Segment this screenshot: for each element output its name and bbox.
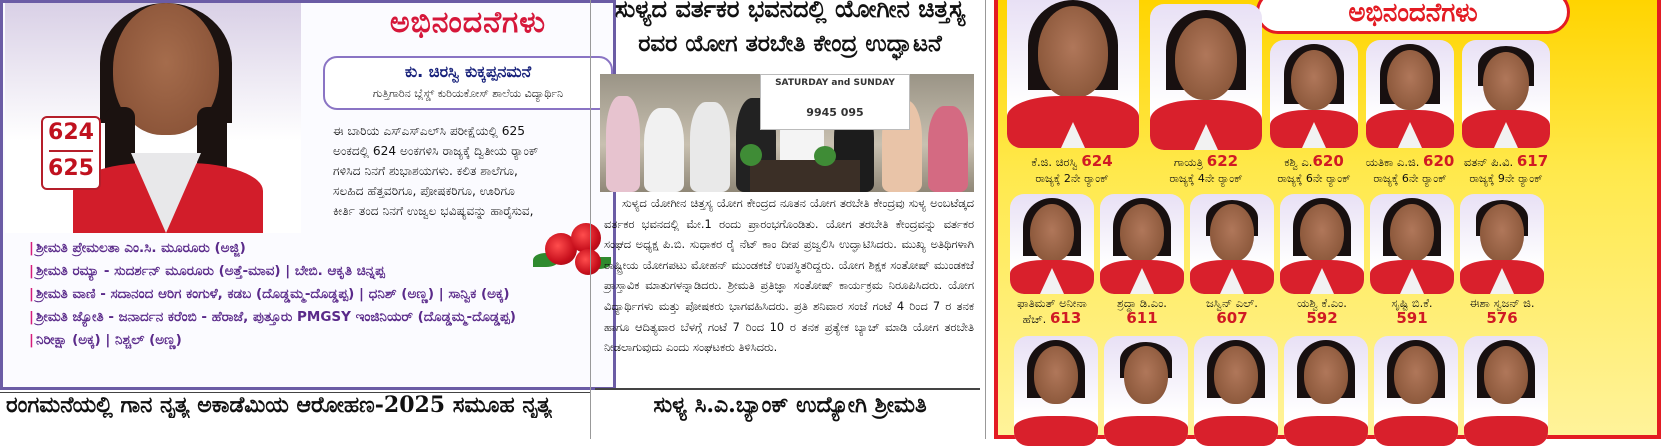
- school-name: ಗುತ್ತಿಗಾರಿನ ಬ್ಲೆಸ್ಡ್ ಕುರಿಯಕೋಸ್ ಶಾಲೆಯ ವಿದ್ಯಾರ್ಥಿನಿ: [372, 87, 564, 100]
- article-text: ಸುಳ್ಯದ ಯೋಗೀನ ಚಿತ್ತಸ್ಯ ಯೋಗ ಕೇಂದ್ರದ ನೂತನ ಯೋಗ ತರಬೇತಿ ಕೇಂದ್ರವು ಸುಳ್ಯ ಅಂಬಟೆಡ್ಕದ ವರ್ತಕರ ಭವನದಲ್ಲಿ ಮೇ.1 ರಂದು ಪ್ರಾರಂಭಗೊಂಡಿತು. ಯೋಗ ತರಬೇತಿ ಕೇಂದ್ರವನ್ನು ವರ್ತಕರ ಸಂಘದ ಅಧ್ಯಕ್ಷ ಪಿ.ಬಿ. ಸುಧಾಕರ ರೈ ನೆಟ್ ಕಾಂ ದೀಪ ಪ್ರಜ್ವಲಿಸಿ ಉದ್ಘಾಟಿಸಿದರು. ಮುಖ್ಯ ಅತಿಥಿಗಳಾಗಿ ರಾಷ್ಟ್ರೀಯ ಯೋಗಪಟು ಮೋಹನ್ ಮುಂಡಕಜೆ ಉಪಸ್ಥಿತರಿದ್ದರು. ಯೋಗ ಶಿಕ್ಷಕ ಸಂತೋಷ್ ಮುಂಡಕಜೆ ಪ್ರಾಸ್ತಾವಿಕ ಮಾತುಗಳನ್ನಾಡಿದರು. ಶ್ರೀಮತಿ ಪ್ರತಿಜ್ಞಾ ಸಂತೋಷ್ ಕಾರ್ಯಕ್ರಮ ನಿರೂಪಿಸಿದರು. ಯೋಗ ವಿದ್ಯಾರ್ಥಿಗಳು ಮತ್ತು ಪೋಷಕರು ಭಾಗವಹಿಸಿದರು. ಪ್ರತಿ ಶನಿವಾರ ಸಂಜೆ ಗಂಟೆ 4 ರಿಂದ 7 ರ ತನಕ ಹಾಗೂ ಆದಿತ್ಯವಾರ ಬೆಳಗ್ಗೆ ಗಂಟೆ 7 ರಿಂದ 10 ರ ತನಕ ಪ್ರತ್ಯೇಕ ಬ್ಯಾಚ್ ಮಾಡಿ ಯೋಗ ತರಬೇತಿ ನೀಡಲಾಗುವುದು ಎಂದು ಸಂಘಟಕರು ತಿಳಿಸಿದರು.: [604, 196, 974, 355]
- student-rank: ರಾಜ್ಯಕ್ಕೆ 6ನೇ ರ್‍ಯಾಂಕ್: [1373, 172, 1447, 185]
- student-photo-tile: [1370, 194, 1454, 294]
- student-photo-tile: [1366, 40, 1454, 148]
- student-caption: ಯಶ್ವಿ ಕೆ.ಎಂ. 592: [1297, 296, 1347, 327]
- student-caption: ಜಸ್ವಿನ್ ಎಲ್. 607: [1206, 296, 1258, 327]
- next-article-headline: ಸುಳ್ಯ ಸಿ.ಎ.ಬ್ಯಾಂಕ್ ಉದ್ಯೋಗಿ ಶ್ರೀಮತಿ: [653, 392, 927, 418]
- student-name: ಕು. ಚಿರಸ್ವಿ ಕುಕ್ಕಪ್ಪನಮನೆ: [404, 62, 532, 81]
- student-photo-tile: [1270, 40, 1358, 148]
- relative-line: | ಶ್ರೀಮತಿ ವಾಣಿ - ಸದಾನಂದ ಆರಿಗ ಕಂಗುಳೆ, ಕಡಬ (ದೊಡ್ಡಮ್ಮ-ದೊಡ್ಡಪ್ಪ) | ಧನಿಶ್ (ಅಣ್ಣ) | ಸಾನ್ವಿಕ (ಅಕ್ಕ): [29, 286, 510, 302]
- student-caption: ಈಶಾ ಸ್ವಜನ್ ಜಿ. 576: [1469, 296, 1535, 327]
- student-rank: ರಾಜ್ಯಕ್ಕೆ 2ನೇ ರ್‍ಯಾಂಕ್: [1035, 172, 1109, 185]
- banner-days: SATURDAY and SUNDAY: [775, 78, 895, 88]
- column-divider: [590, 0, 591, 439]
- student-photo-tile: [1194, 336, 1278, 446]
- headline-line-2: ರವರ ಯೋಗ ತರಬೇತಿ ಕೇಂದ್ರ ಉದ್ಘಾಟನೆ: [638, 30, 942, 57]
- student-photo-tile: [1464, 336, 1548, 446]
- yoga-banner: [760, 74, 910, 130]
- score-total: 625: [48, 156, 94, 181]
- student-caption: ಕೆ.ಜಿ. ಚಿರಸ್ವಿ 624: [1031, 152, 1113, 170]
- congratulations-ad-left: [0, 0, 616, 390]
- headline-line-1: ಸುಳ್ಯದ ವರ್ತಕರ ಭವನದಲ್ಲಿ ಯೋಗೀನ ಚಿತ್ತಸ್ಯ: [614, 0, 966, 23]
- student-photo-tile: [1010, 194, 1094, 294]
- relatives-list: [29, 237, 599, 377]
- student-caption: ಯತಿಕಾ ಎ.ಜಿ. 620: [1365, 152, 1455, 170]
- student-rank: ರಾಜ್ಯಕ್ಕೆ 6ನೇ ರ್‍ಯಾಂಕ್: [1277, 172, 1351, 185]
- student-photo-tile: [1284, 336, 1368, 446]
- student-photo-tile: [1280, 194, 1364, 294]
- student-photo-tile: [1150, 4, 1262, 150]
- student-rank: ರಾಜ್ಯಕ್ಕೆ 9ನೇ ರ್‍ಯಾಂಕ್: [1469, 172, 1543, 185]
- student-caption: ಫಾತಿಮತ್ ಅನೀನಾ ಹೆಚ್. 613: [1017, 296, 1087, 327]
- relative-line: | ನಿರೀಕ್ಷಾ (ಅಕ್ಕ) | ನಿಶ್ಚಲ್ (ಅಣ್ಣ): [29, 332, 182, 348]
- message-line: ಈ ಬಾರಿಯ ಎಸ್‌ಎಸ್‌ಎಲ್‌ಸಿ ಪರೀಕ್ಷೆಯಲ್ಲಿ 625: [333, 124, 525, 138]
- score-obtained: 624: [48, 120, 94, 145]
- relative-line: | ಶ್ರೀಮತಿ ಪ್ರೇಮಲತಾ ಎಂ.ಸಿ. ಮೂರೂರು (ಅಜ್ಜಿ): [29, 240, 246, 256]
- student-photo-tile: [1014, 336, 1098, 446]
- student-photo-tile: [1374, 336, 1458, 446]
- student-photo-tile: [1104, 336, 1188, 446]
- congratulation-message: [333, 121, 609, 221]
- ad-title: ಅಭಿನಂದನೆಗಳು: [389, 5, 547, 40]
- message-line: ಅಂಕದಲ್ಲಿ 624 ಅಂಕಗಳಿಸಿ ರಾಜ್ಯಕ್ಕೆ ದ್ವಿತೀಯ ರ್‍ಯಾಂಕ್: [333, 144, 539, 158]
- student-caption: ವತನ್ ಪಿ.ವಿ. 617: [1463, 152, 1549, 170]
- right-ad-title: ಅಭಿನಂದನೆಗಳು: [1256, 0, 1570, 34]
- student-caption: ಶ್ರದ್ಧಾ ಡಿ.ಎಂ. 611: [1117, 296, 1167, 327]
- relative-line: | ಶ್ರೀಮತಿ ಜ್ಯೋತಿ - ಜನಾರ್ದನ ಕರೆಂಬಿ - ಹೆರಾಜೆ, ಪುತ್ತೂರು PMGSY ಇಂಜಿನಿಯರ್ (ದೊಡ್ಡಮ್ಮ-ದೊಡ್ಡಪ್ಪ): [29, 309, 516, 325]
- student-photo-tile: [1460, 194, 1544, 294]
- student-photo-tile: [1100, 194, 1184, 294]
- section-divider: [595, 388, 980, 390]
- student-name-box: [323, 56, 613, 110]
- message-line: ಗಳಿಸಿದ ನಿನಗೆ ಶುಭಾಶಯಗಳು. ಕಲಿತ ಶಾಲೆಗೂ,: [333, 164, 518, 178]
- news-article: [604, 193, 974, 358]
- student-rank: ರಾಜ್ಯಕ್ಕೆ 4ನೇ ರ್‍ಯಾಂಕ್: [1169, 172, 1243, 185]
- message-line: ಕೀರ್ತಿ ತಂದ ನಿನಗೆ ಉಜ್ವಲ ಭವಿಷ್ಯವನ್ನು ಹಾರೈಸುವ,: [333, 204, 534, 218]
- column-divider: [985, 0, 986, 439]
- bottom-article-headline: ರಂಗಮನೆಯಲ್ಲಿ ಗಾನ ನೃತ್ಯ ಅಕಾಡೆಮಿಯ ಆರೋಹಣ-2025 ಸಮೂಹ ನೃತ್ಯ: [6, 392, 552, 418]
- student-photo-tile: [1462, 40, 1550, 148]
- message-line: ಸಲಹಿದ ಹೆತ್ತವರಿಗೂ, ಪೋಷಕರಿಗೂ, ಊರಿಗೂ: [333, 184, 515, 198]
- banner-phone: 9945 095: [806, 106, 864, 119]
- score-badge: [41, 116, 101, 190]
- student-caption: ಸೃಷ್ಟಿ ಬಿ.ಕೆ. 591: [1391, 296, 1433, 327]
- student-caption: ಕಶ್ವಿ ಎ.620: [1284, 152, 1344, 170]
- student-caption: ಗಾಯತ್ರಿ 622: [1173, 152, 1239, 170]
- student-photo-tile: [1190, 194, 1274, 294]
- relative-line: | ಶ್ರೀಮತಿ ರಮ್ಯಾ - ಸುದರ್ಶನ್ ಮೂರೂರು (ಅತ್ತೆ-ಮಾವ) | ಬೇಬಿ. ಆಕೃತಿ ಚಿನ್ನಪ್ಪ: [29, 263, 385, 279]
- student-photo-tile: [1007, 0, 1139, 148]
